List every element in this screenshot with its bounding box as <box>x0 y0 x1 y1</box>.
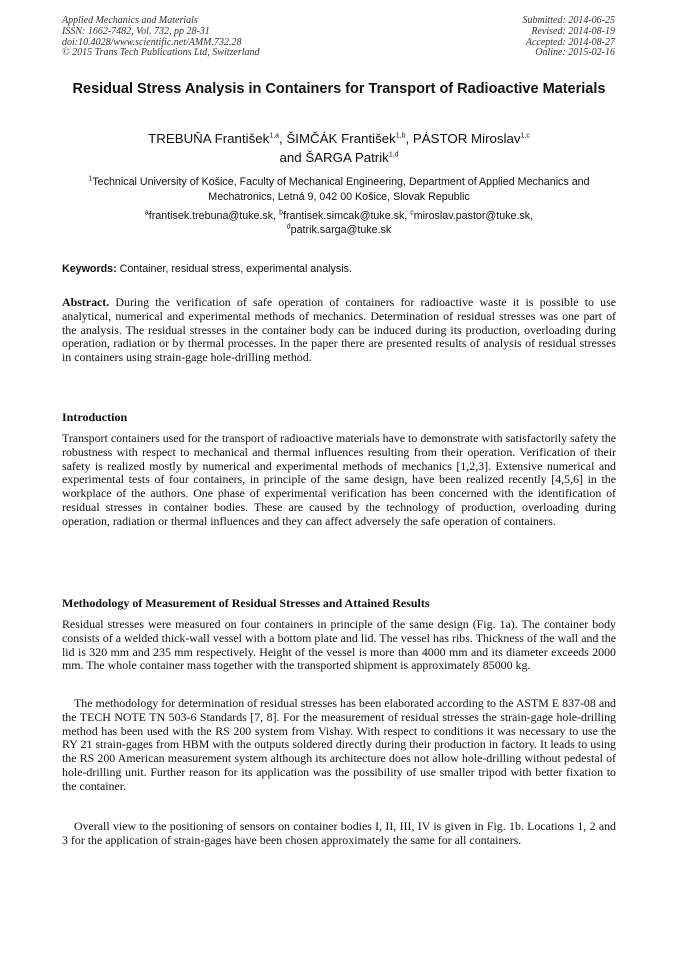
submitted-date: Submitted: 2014-06-25 <box>522 15 615 26</box>
abstract-label: Abstract. <box>62 295 110 309</box>
author-2-sup: 1,b <box>395 132 406 140</box>
affiliation-sup: 1 <box>88 175 93 183</box>
methodology-paragraph-3: Overall view to the positioning of sensors on container bodies I, II, III, IV is given in Fig. 1b. Locations 1, 2 and 3 for the application of strain-gages have been chosen approximately the same for all containers. <box>62 819 616 847</box>
author-1-sup: 1,a <box>269 132 280 140</box>
issn-line: ISSN: 1662-7482, Vol. 732, pp 28-31 <box>62 25 210 37</box>
email-c-sup: c <box>410 209 414 217</box>
affiliation-text: Technical University of Košice, Faculty of Mechanical Engineering, Department of Applied Mechanics and Mechatronics, Letná 9, 042 00 Košice, Slovak Republic <box>92 176 590 203</box>
keywords-text: Container, residual stress, experimental analysis. <box>119 263 352 275</box>
email-d-sup: d <box>286 222 291 230</box>
email-c[interactable]: miroslav.pastor@tuke.sk, <box>413 210 534 222</box>
email-a-sup: a <box>144 209 149 217</box>
author-1: TREBUŇA František <box>148 131 270 146</box>
author-2: ŠIMČÁK František <box>286 131 396 146</box>
paper-title: Residual Stress Analysis in Containers for Transport of Radioactive Materials <box>72 81 606 97</box>
online-date: Online: 2015-02-16 <box>535 47 615 59</box>
abstract <box>62 296 616 365</box>
email-d[interactable]: patrik.sarga@tuke.sk <box>290 223 392 236</box>
methodology-paragraph-1: Residual stresses were measured on four containers in principle of the same design (Fig. 1a). The container body consists of a welded thick-wall vessel with a bottom plate and lid. The vessel has ribs. Thickness of the wall and the lid is 320 mm and 235 mm respectively. Height of the vessel is more than 4000 mm and its diameter exceeds 2000 mm. The whole container mass together with the transported shipment is approximately 85000 kg. <box>62 617 616 673</box>
affiliation <box>62 175 616 204</box>
methodology-heading: Methodology of Measurement of Residual Stresses and Attained Results <box>62 596 430 610</box>
author-3: PÁSTOR Miroslav <box>412 131 521 146</box>
author-list: TREBUŇA František$^{1,a}$, ŠIMČÁK František$^{1,b}$, PÁSTOR Miroslav$^{1,c}$ and ŠARGA Patrik$^{1,d}$ <box>148 131 530 165</box>
email-b[interactable]: frantisek.simcak@tuke.sk, <box>282 210 408 222</box>
methodology-paragraph-2: The methodology for determination of residual stresses has been elaborated according to the ASTM E 837-08 and the TECH NOTE TN 503-6 Standards [7, 8]. For the measurement of residual stresses the strain-gage hole-drilling method has been used with the RS 200 system from Vishay. With respect to conditions it was necessary to use the RY 21 strain-gages from HBM with the outputs soldered directly during their production in factory. It leads to using the RS 200 American measurement system although its architecture does not allow hole-drilling without pedestal of hole-drilling unit. Further reason for its application was the possibility of use smaller tripod with better fixation to the container. <box>62 696 616 793</box>
author-4-sup: 1,d <box>388 151 399 159</box>
abstract-text: During the verification of safe operation of containers for radioactive waste it is possible to use analytical, numerical and experimental methods of mechanics. Determination of residual stresses was one part of the analysis. The residual stresses in the container body can be induced during its production, overloading during operation, radiation or by thermal processes. In the paper there are presented results of analysis of residual stresses in containers using strain-gage hole-drilling method. <box>62 295 616 365</box>
revised-date: Revised: 2014-08-19 <box>531 25 615 37</box>
doi-line: doi:10.4028/www.scientific.net/AMM.732.28 <box>62 36 242 48</box>
author-3-sup: 1,c <box>520 132 530 140</box>
accepted-date: Accepted: 2014-08-27 <box>525 36 615 48</box>
email-a[interactable]: frantisek.trebuna@tuke.sk, <box>148 210 277 222</box>
keywords <box>62 262 616 276</box>
journal-header-left <box>62 16 260 59</box>
email-b-sup: b <box>279 209 283 217</box>
copyright-line: © 2015 Trans Tech Publications Ltd, Switzerland <box>62 47 260 59</box>
keywords-label: Keywords: <box>62 263 117 275</box>
introduction-text: Transport containers used for the transport of radioactive materials have to demonstrate with satisfactorily safety the robustness with respect to mechanical and thermal influences resulting from their operation. Verification of their safety is realized mostly by numerical and experimental methods of mechanics [1,2,3]. Extensive numerical and experimental tests of four containers, in principle of the same design, have been realized recently [4,5,6] in the workplace of the authors. One phase of experimental verification has been concerned with the identification of residual stresses in container bodies. These are caused by the technology of production, overloading during operation, radiation or thermal influences and they can affect adversely the safe operation of containers. <box>62 431 616 528</box>
journal-name: Applied Mechanics and Materials <box>62 15 198 26</box>
introduction-heading: Introduction <box>62 410 128 424</box>
author-4: and ŠARGA Patrik <box>279 149 389 165</box>
journal-header-right <box>523 16 616 59</box>
email-list <box>62 210 616 237</box>
